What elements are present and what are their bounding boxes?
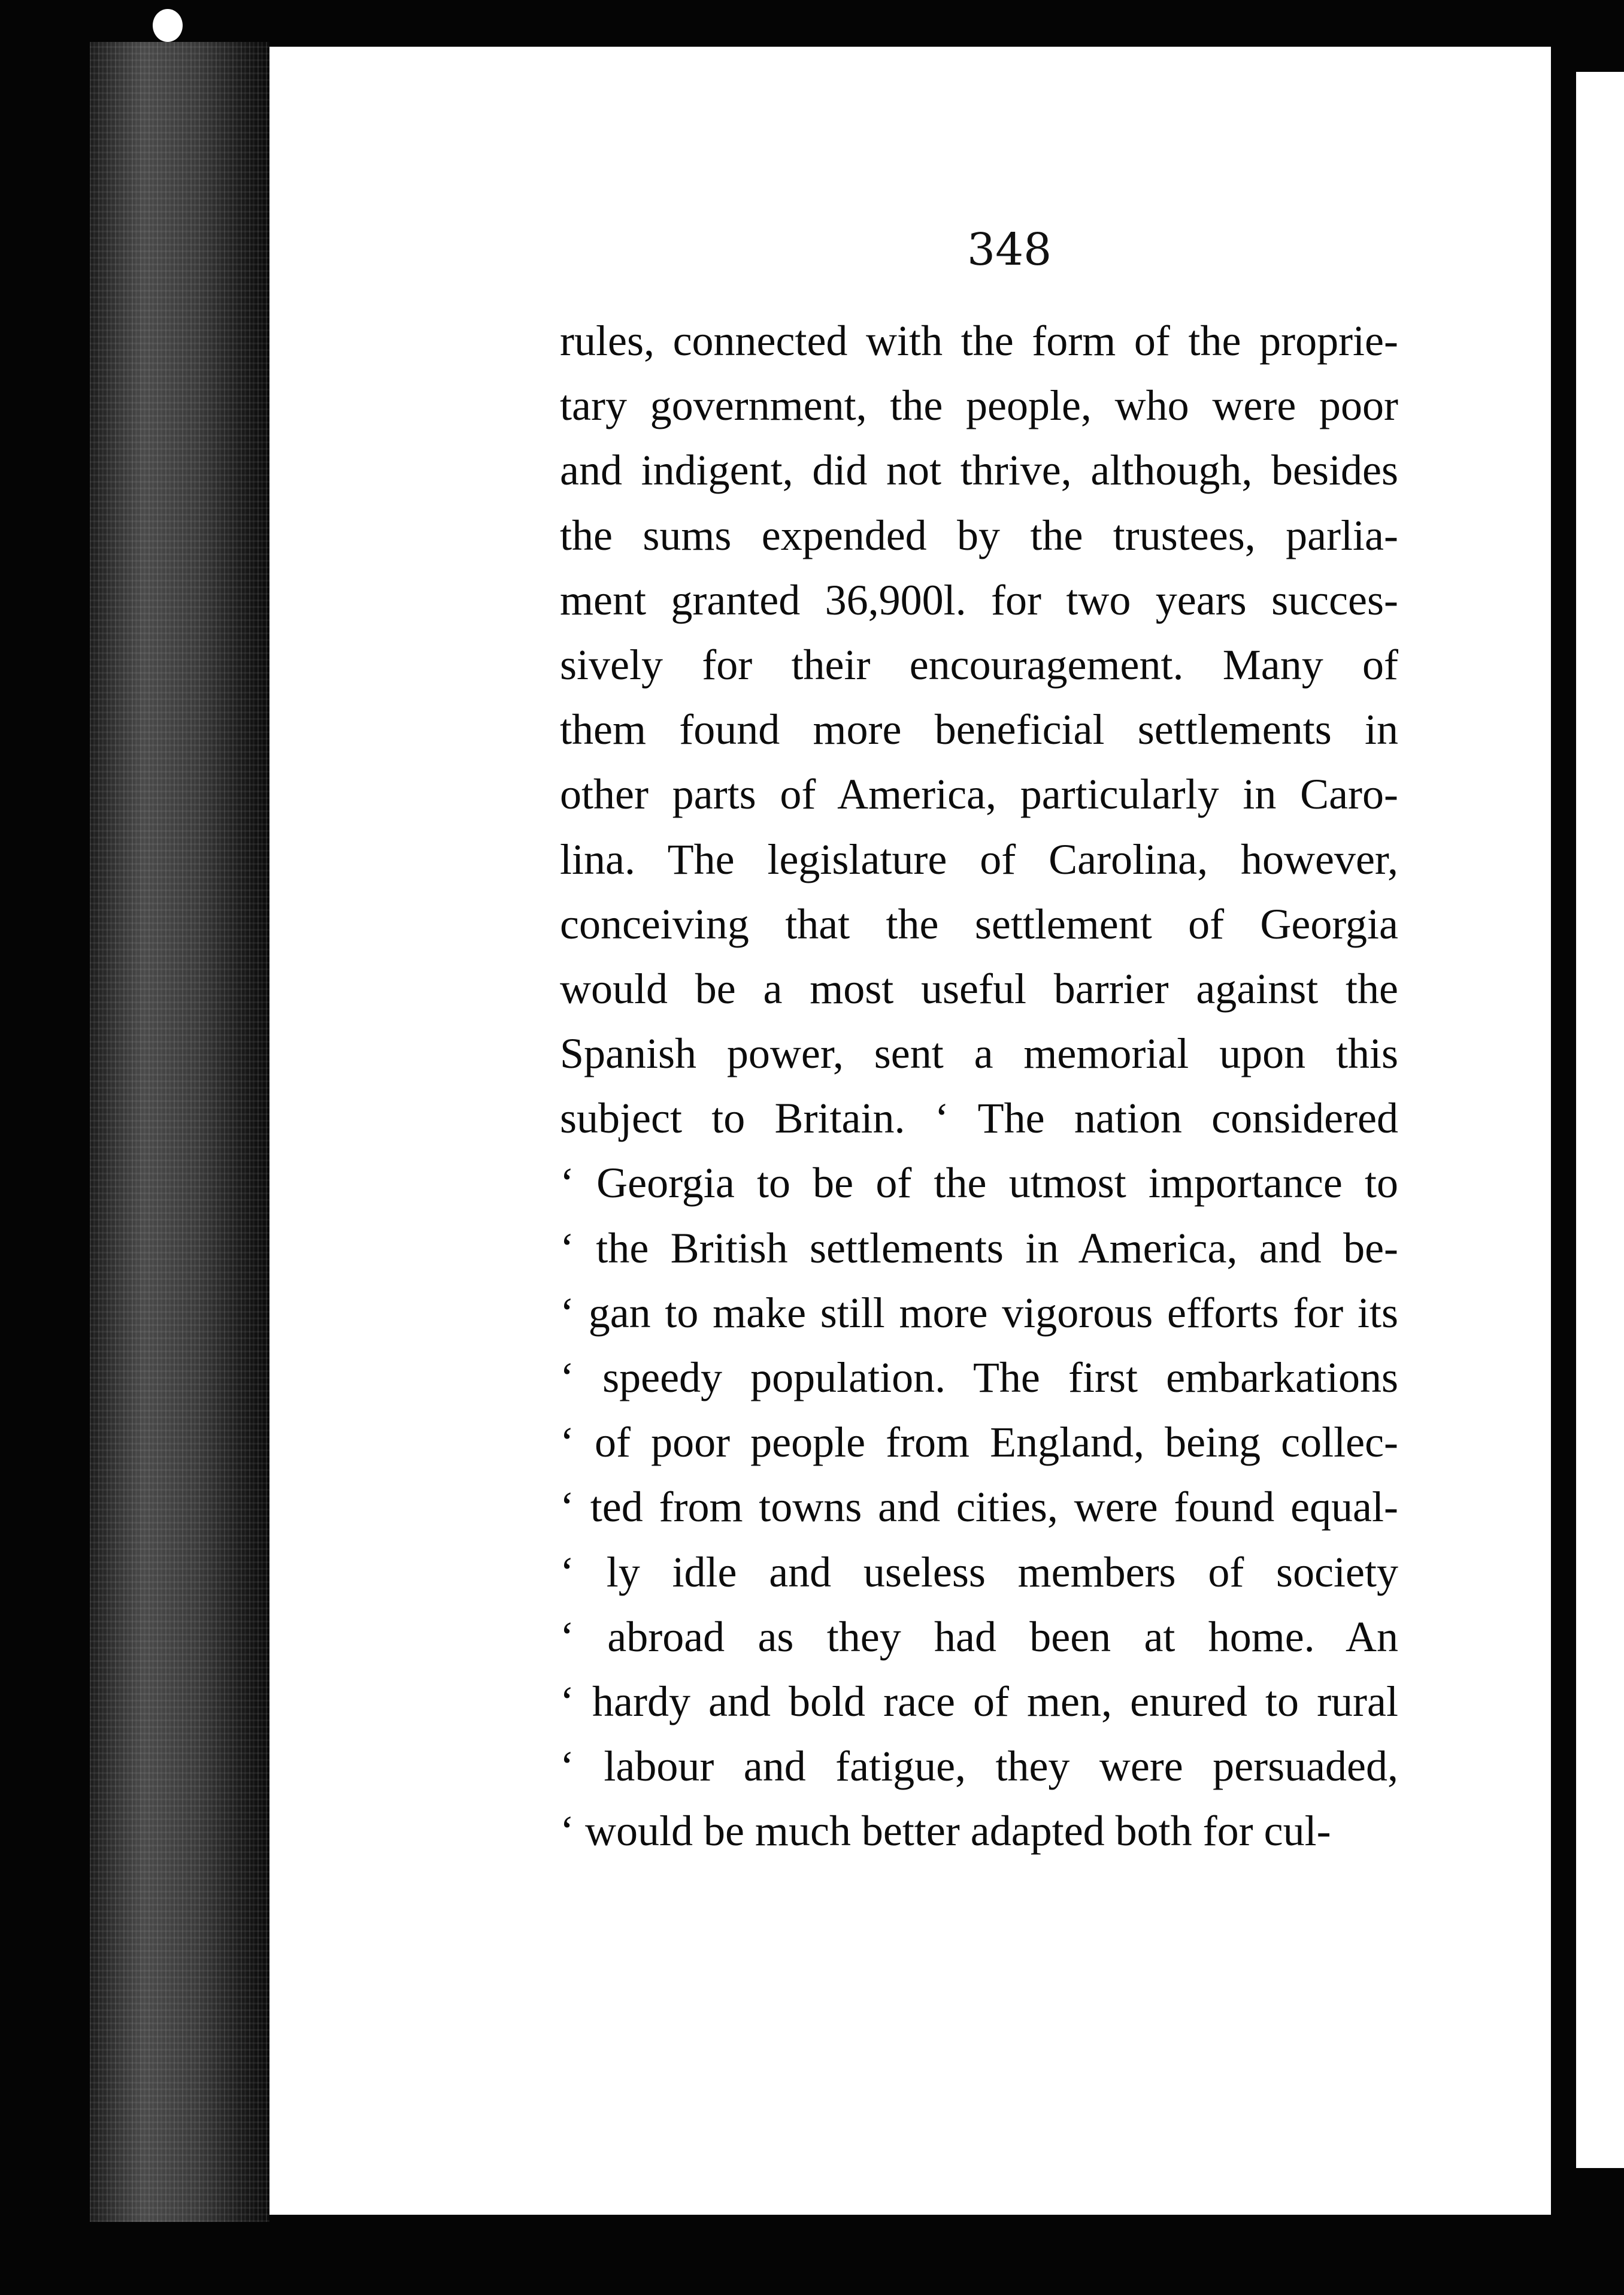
page-number: 348 bbox=[967, 224, 1052, 275]
facing-page-edge bbox=[1576, 72, 1624, 2168]
text-line: conceiving that the settlement of Georgia bbox=[560, 900, 1398, 948]
book-spine bbox=[90, 42, 269, 2222]
text-line: other parts of America, particularly in Caro- bbox=[560, 770, 1398, 819]
text-line: subject to Britain. ‘ The nation considered bbox=[560, 1094, 1398, 1143]
text-line: ‘ ly idle and useless members of society bbox=[560, 1548, 1398, 1596]
dust-speck bbox=[153, 9, 183, 42]
text-line: ‘ ted from towns and cities, were found equal- bbox=[560, 1483, 1398, 1531]
text-line: ‘ would be much better adapted both for cul- bbox=[560, 1807, 1331, 1855]
text-line: ‘ Georgia to be of the utmost importance to bbox=[560, 1159, 1398, 1207]
text-line: ‘ hardy and bold race of men, enured to rural bbox=[560, 1677, 1398, 1725]
text-line: rules, connected with the form of the proprie- bbox=[560, 317, 1398, 365]
text-line: ‘ speedy population. The first embarkations bbox=[560, 1354, 1398, 1401]
text-line: sively for their encouragement. Many of bbox=[560, 640, 1398, 689]
text-line: Spanish power, sent a memorial upon this bbox=[560, 1030, 1398, 1078]
text-line: the sums expended by the trustees, parlia- bbox=[560, 511, 1398, 559]
text-line: them found more beneficial settlements in bbox=[560, 706, 1398, 754]
text-line: lina. The legislature of Carolina, however, bbox=[560, 835, 1398, 883]
text-line: and indigent, did not thrive, although, besides bbox=[560, 446, 1398, 495]
text-line: tary government, the people, who were poor bbox=[560, 382, 1398, 430]
text-line: ‘ gan to make still more vigorous efforts for its bbox=[560, 1288, 1398, 1337]
text-line: ‘ the British settlements in America, and be- bbox=[560, 1224, 1398, 1272]
text-line: ‘ abroad as they had been at home. An bbox=[560, 1612, 1398, 1661]
body-text bbox=[560, 308, 1398, 1864]
text-line: ment granted 36,900l. for two years succes- bbox=[560, 576, 1398, 624]
text-line: ‘ labour and fatigue, they were persuaded, bbox=[560, 1742, 1398, 1791]
text-line: ‘ of poor people from England, being collec- bbox=[560, 1418, 1398, 1467]
text-line: would be a most useful barrier against the bbox=[560, 964, 1398, 1013]
